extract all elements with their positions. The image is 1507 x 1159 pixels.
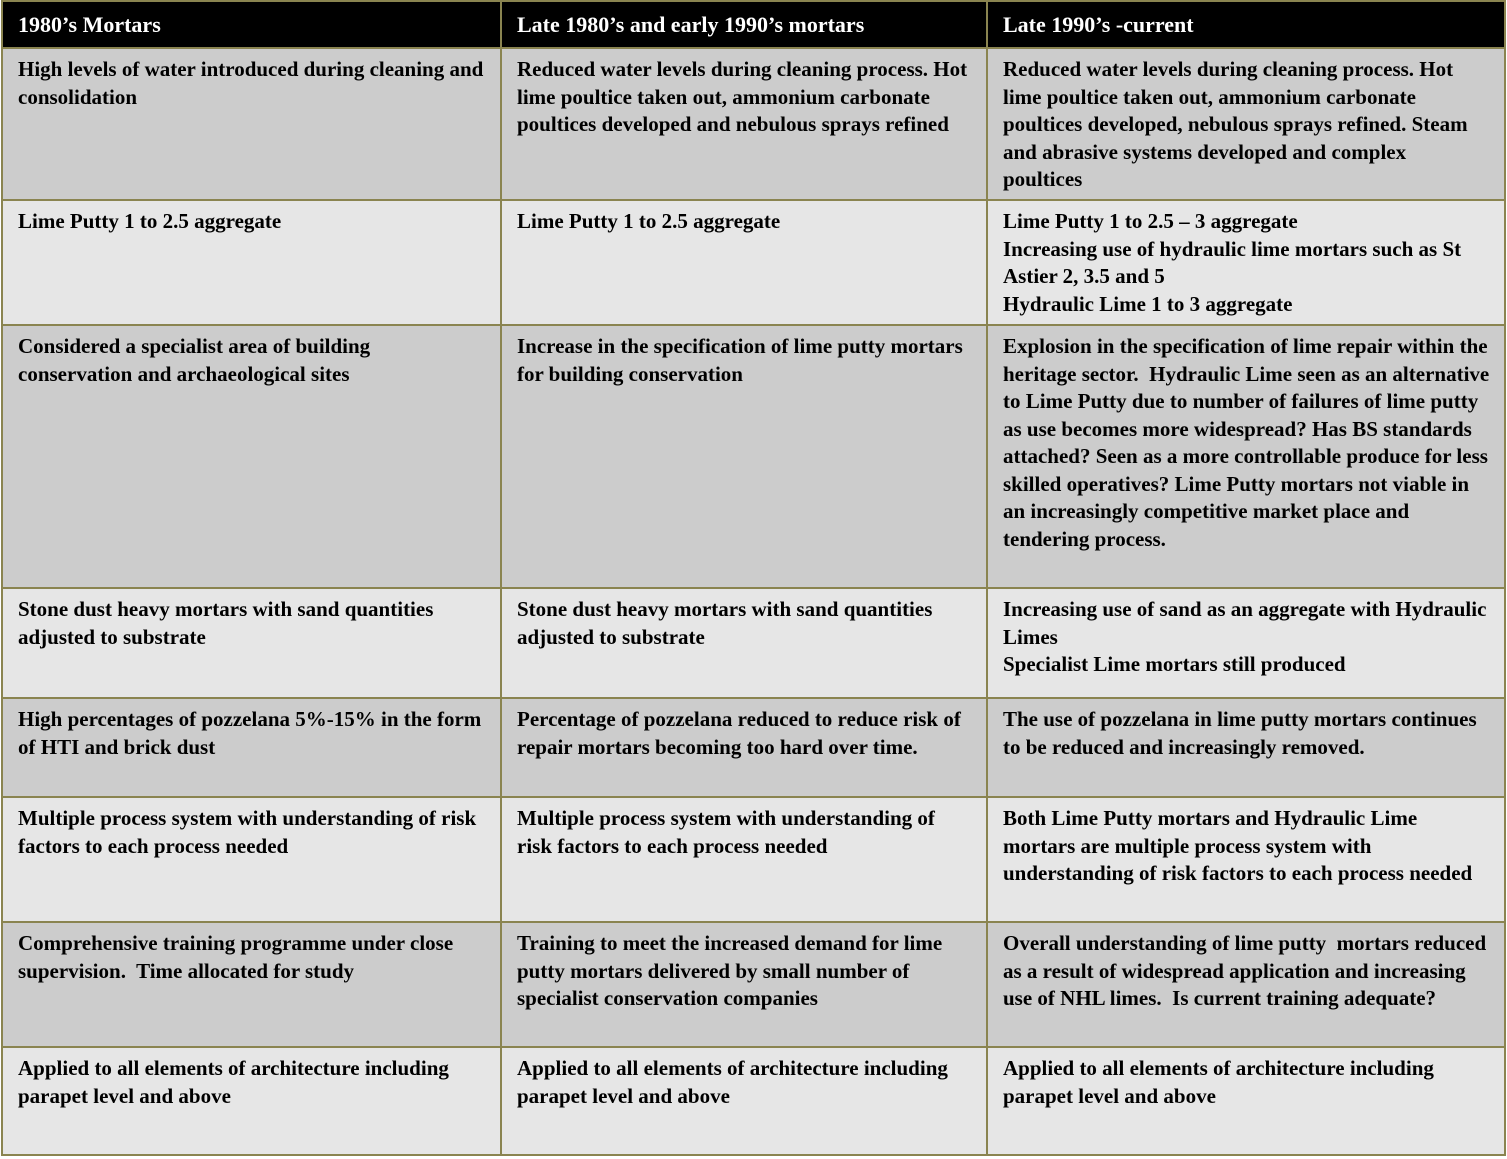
table-cell <box>2 588 501 698</box>
table-row <box>2 922 1505 1047</box>
table-cell <box>2 797 501 922</box>
table-cell <box>501 797 987 922</box>
table-cell <box>501 325 987 588</box>
table-cell <box>2 48 501 200</box>
cell-text: High levels of water introduced during cleaning and consolidation <box>18 57 489 109</box>
cell-text: Comprehensive training programme under close supervision. Time allocated for study <box>18 931 459 983</box>
cell-text: Multiple process system with understanding of risk factors to each process needed <box>517 806 941 858</box>
cell-text: High percentages of pozzelana 5%-15% in the form of HTI and brick dust <box>18 707 487 759</box>
table-cell <box>501 698 987 797</box>
column-header-late-1980s-early-1990s: Late 1980’s and early 1990’s mortars <box>501 1 987 48</box>
cell-text: Increase in the specification of lime putty mortars for building conservation <box>517 334 969 386</box>
cell-text: Increasing use of sand as an aggregate with Hydraulic Limes <box>1003 597 1492 649</box>
table-cell <box>501 1047 987 1155</box>
table-cell <box>987 1047 1505 1155</box>
cell-text: Lime Putty 1 to 2.5 aggregate <box>517 209 781 233</box>
table-cell <box>987 325 1505 588</box>
column-header-1980s: 1980’s Mortars <box>2 1 501 48</box>
table-cell <box>2 325 501 588</box>
cell-text: Stone dust heavy mortars with sand quantities adjusted to substrate <box>18 597 439 649</box>
table-cell <box>501 200 987 325</box>
table-cell <box>2 922 501 1047</box>
table-row <box>2 48 1505 200</box>
table-row <box>2 698 1505 797</box>
cell-text: Specialist Lime mortars still produced <box>1003 652 1346 676</box>
table-cell <box>987 797 1505 922</box>
table-row <box>2 1047 1505 1155</box>
cell-text: Applied to all elements of architecture including parapet level and above <box>18 1056 455 1108</box>
table-row <box>2 325 1505 588</box>
cell-text: Applied to all elements of architecture including parapet level and above <box>1003 1056 1440 1108</box>
cell-text: Lime Putty 1 to 2.5 aggregate <box>18 209 282 233</box>
cell-text: The use of pozzelana in lime putty mortars continues to be reduced and increasingly removed. <box>1003 707 1482 759</box>
cell-text: Training to meet the increased demand for lime putty mortars delivered by small number of specialist conservation companies <box>517 931 948 1010</box>
table-row <box>2 588 1505 698</box>
table-cell <box>987 200 1505 325</box>
table-cell <box>2 698 501 797</box>
table-row <box>2 200 1505 325</box>
mortar-comparison-table <box>1 0 1506 1156</box>
cell-text: Explosion in the specification of lime repair within the heritage sector. Hydraulic Lime seen as an alternative to Lime Putty due to number of failures of lime putty as use becomes more widespread? Has BS standards attached? Seen as a more controllable produce for less skilled operatives? Lime Putty mortars not viable in an increasingly competitive market place and tendering process. <box>1003 334 1495 551</box>
header-row <box>2 1 1505 48</box>
table-cell <box>2 200 501 325</box>
cell-text: Applied to all elements of architecture including parapet level and above <box>517 1056 954 1108</box>
table-cell <box>501 922 987 1047</box>
table-cell <box>501 588 987 698</box>
cell-text: Increasing use of hydraulic lime mortars such as St Astier 2, 3.5 and 5 <box>1003 236 1466 288</box>
table-cell <box>987 48 1505 200</box>
cell-text: Lime Putty 1 to 2.5 – 3 aggregate <box>1003 209 1298 233</box>
table-row <box>2 797 1505 922</box>
table-cell <box>987 588 1505 698</box>
cell-text: Multiple process system with understanding of risk factors to each process needed <box>18 806 482 858</box>
cell-text: Considered a specialist area of building conservation and archaeological sites <box>18 334 376 386</box>
cell-text: Reduced water levels during cleaning process. Hot lime poultice taken out, ammonium carbonate poultices developed and nebulous sprays refined <box>517 57 973 136</box>
table-cell <box>501 48 987 200</box>
cell-text: Hydraulic Lime 1 to 3 aggregate <box>1003 291 1293 316</box>
cell-text: Both Lime Putty mortars and Hydraulic Lime mortars are multiple process system with understanding of risk factors to each process needed <box>1003 806 1473 885</box>
cell-text: Reduced water levels during cleaning process. Hot lime poultice taken out, ammonium carbonate poultices developed, nebulous sprays refined. Steam and abrasive systems developed and complex poultices <box>1003 57 1473 191</box>
cell-text: Percentage of pozzelana reduced to reduce risk of repair mortars becoming too hard over time. <box>517 707 967 759</box>
cell-text: Overall understanding of lime putty mortars reduced as a result of widespread application and increasing use of NHL limes. Is current training adequate? <box>1003 931 1492 1010</box>
table-cell <box>987 698 1505 797</box>
cell-text: Stone dust heavy mortars with sand quantities adjusted to substrate <box>517 597 938 649</box>
table-cell <box>987 922 1505 1047</box>
column-header-late-1990s-current: Late 1990’s -current <box>987 1 1505 48</box>
table-cell <box>2 1047 501 1155</box>
